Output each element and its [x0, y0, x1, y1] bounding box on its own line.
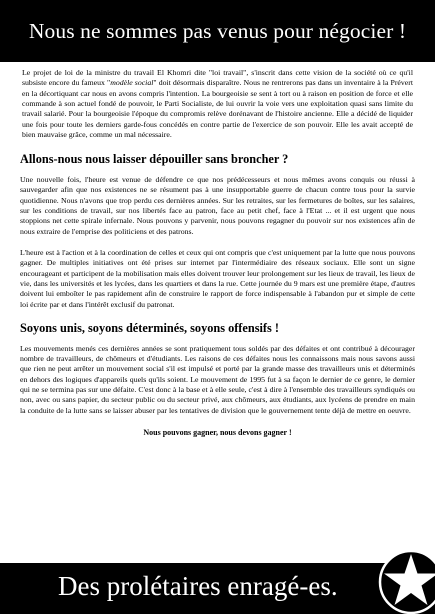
intro-paragraph — [20, 68, 415, 140]
star-icon — [378, 549, 435, 615]
footer-title: Des prolétaires enragé-es. — [58, 571, 338, 601]
header-banner — [0, 0, 435, 62]
section1-paragraph-1: Une nouvelle fois, l'heure est venue de défendre ce que nos prédécesseurs et nous mêmes avons conquis ou réussi à sauvegarder afin que nos existences ne se résument pas à une insupportable guerre de chacun contre tous pour la survie quotidienne. Nous n'avons que trop perdu ces dernières années. Sur les retraites, sur les fermetures de boîtes, sur les salaires, sur les conditions de travail, sur nos libertés face au patron, face au petit chef, face à l'Etat ... et il est urgent que nous stoppions net cette spirale infernale. Nous pouvons y parvenir, nous pouvons regagner du pouvoir sur nos existences afin de nous extraire de l'emprise des politiciens et des patrons. — [20, 175, 415, 236]
section-heading-2: Soyons unis, soyons déterminés, soyons offensifs ! — [20, 320, 279, 335]
footer-banner — [0, 563, 435, 614]
intro-text-end: " doit désormais disparaître. Nous ne rentrerons pas dans un inventaire à la Prévert en la décortiquant car nous en avons compris l'intention. La bourgeoisie se sent à tort ou à raison en position de force et elle commande à son actuel fondé de pouvoir, le Parti Socialiste, de lui ouvrir la voie vers une exploitation quasi sans limite du travail salarié. Pour la bourgeoisie l'époque du compromis relève dorénavant de l'histoire ancienne. Elle a décidé de liquider une fois pour toute les derniers garde-fous concédés en contre partie de l'exercice de son pouvoir. Elle les avait accepté de bien mauvaise grâce, comme un mal nécessaire. — [22, 78, 414, 139]
slogan: Nous pouvons gagner, nous devons gagner ! — [143, 428, 292, 438]
intro-text-start: Le projet de loi de la ministre du travail El Khomri dite "loi travail", s'inscrit dans cette vision de la société où ce qu'il subsiste encore du fameux " — [22, 68, 413, 88]
page-title: Nous ne sommes pas venus pour négocier ! — [28, 18, 407, 43]
section-heading-1: Allons-nous nous laisser dépouiller sans broncher ? — [20, 152, 289, 167]
article-body — [20, 68, 415, 437]
section2-paragraph-1: Les mouvements menés ces dernières années se sont pratiquement tous soldés par des défaites et ont contribué à décourager nombre de travailleurs, de chômeurs et d'étudiants. Les raisons de ces défaites nous les connaissons mais nous savons aussi que rien ne peut arrêter un mouvement social s'il est impulsé et porté par la grande masse des travailleurs unis et déterminés en dehors des logiques d'appareils quels qu'ils soient. Le mouvement de 1995 fut à sa façon le dernier de ce genre, le dernier qui ne se termina pas sur une défaite. C'est donc à la base et à elle seule, c'est à dire à l'ensemble des travailleurs syndiqués ou non, avec ou sans papier, du secteur public ou du secteur privé, aux chômeurs, aux étudiants, aux lycéens de prendre en main la conduite de la lutte sans se laisser abuser par les tentatives de division que le gouvernement tente déjà de mettre en oeuvre. — [20, 343, 415, 415]
section1-paragraph-2: L'heure est à l'action et à la coordination de celles et ceux qui ont compris que c'est uniquement par la lutte que nous pouvons gagner. De multiples initiatives ont été prises sur internet par l'intermédiaire des réseaux sociaux. Elle sont un signe encourageant et participent de la mobilisation mais elles doivent trouver leur prolongement sur les lieux de travail, les lieux de vie, dans les universités et les lycées, dans les quartiers et dans la rue. Cette journée du 9 mars est une première étape, d'autres doivent lui emboîter le pas rapidement afin de construire le rapport de force indispensable à l'abandon pur et simple de cette loi écrite par et dans l'intérêt exclusif du patronat. — [20, 248, 415, 309]
intro-emphasis: modèle social — [110, 78, 154, 88]
